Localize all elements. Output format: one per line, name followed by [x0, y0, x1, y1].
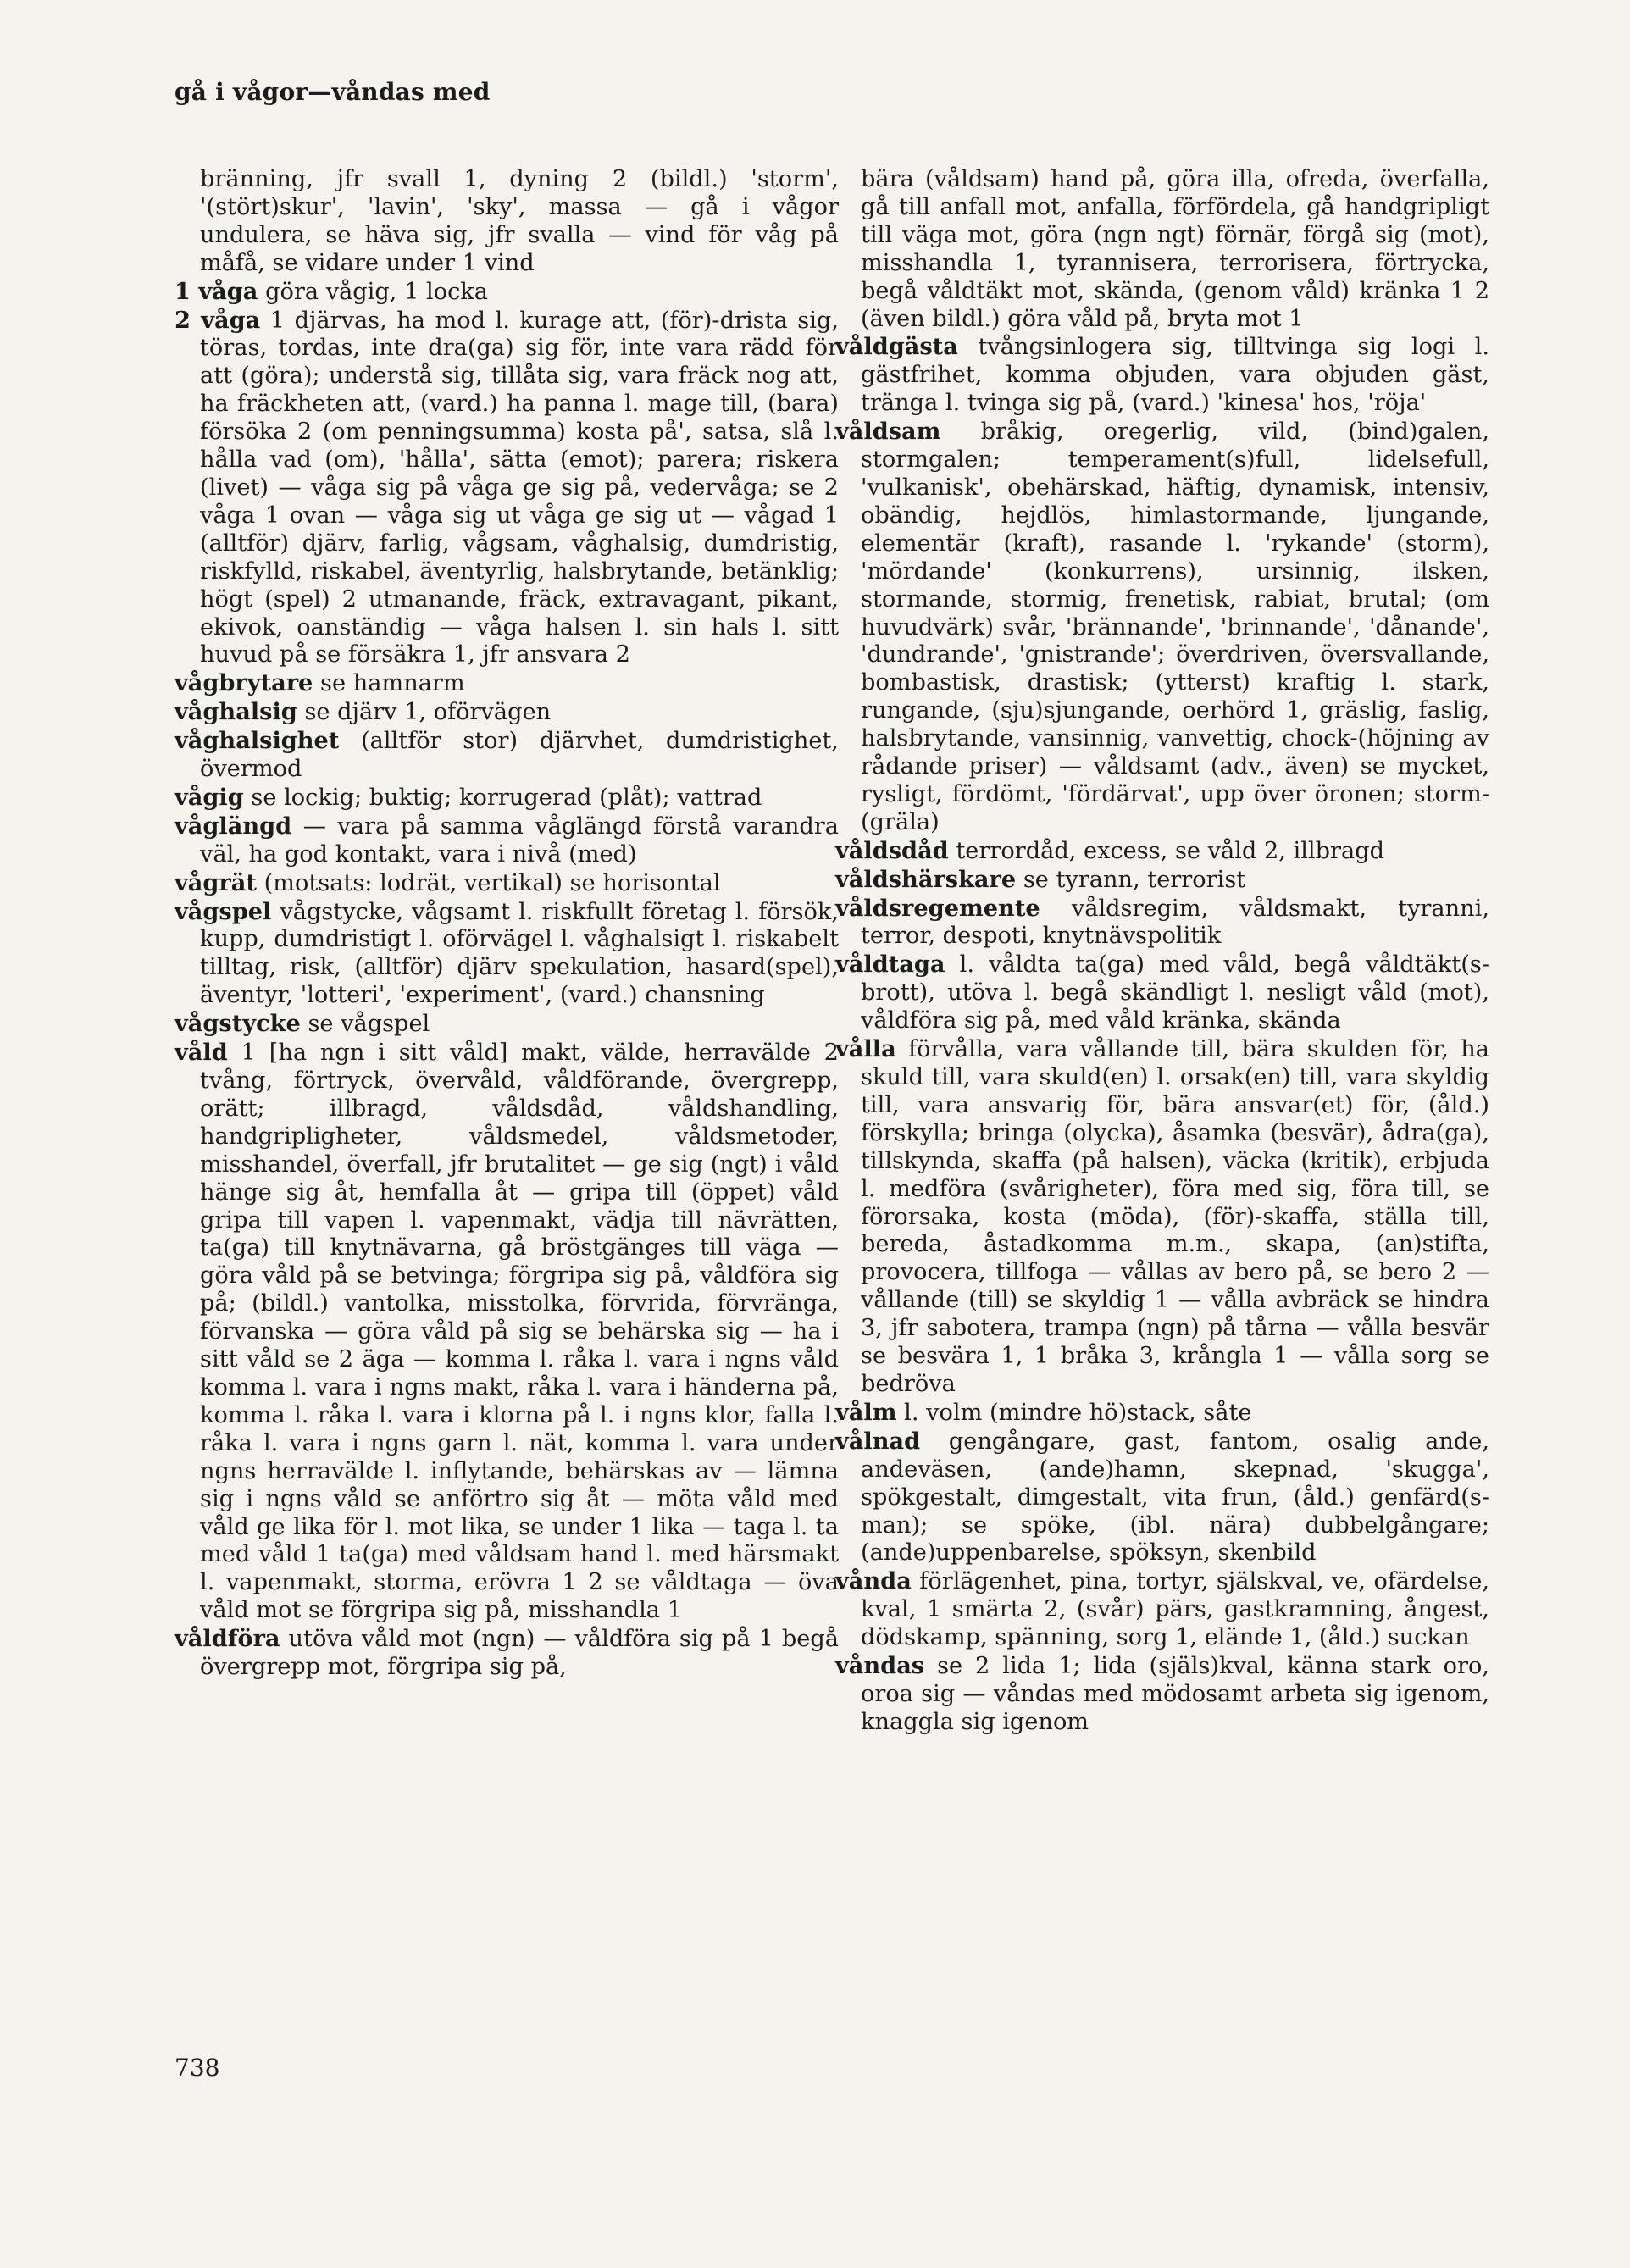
- entry-headword: vånda: [835, 1567, 912, 1595]
- entry-headword: våldgästa: [835, 333, 958, 361]
- entry-text: gengångare, gast, fantom, osalig ande, andeväsen, (ande)hamn, skepnad, 'skugga', spökgestalt, dimgestalt, vita frun, (åld.) genfärd(s-man); se spöke, (ibl. nära) dubbelgångare; (ande)uppenbarelse, spöksyn, skenbild: [861, 1428, 1489, 1567]
- dictionary-entry: [835, 418, 1489, 837]
- entry-headword: våghalsig: [175, 698, 297, 726]
- dictionary-entry: [175, 698, 839, 727]
- dictionary-entry: [175, 1010, 839, 1039]
- entry-text: l. våldta ta(ga) med våld, begå våldtäkt(s-brott), utöva l. begå skändligt l. nesligt våld (mot), våldföra sig på, med våld kränka, skända: [861, 951, 1489, 1034]
- dictionary-entry: [175, 166, 839, 278]
- entry-headword: vågstycke: [175, 1010, 301, 1038]
- entry-headword: våldsdåd: [835, 836, 949, 864]
- entry-headword: vågbrytare: [175, 669, 313, 697]
- dictionary-entry: [835, 333, 1489, 418]
- entry-headword: våglängd: [175, 812, 292, 840]
- entry-headword: våldshärskare: [835, 865, 1017, 893]
- dictionary-entry: [835, 1567, 1489, 1652]
- dictionary-entry: [175, 898, 839, 1011]
- entry-text: göra vågig, 1 locka: [265, 278, 488, 305]
- entry-text: vågstycke, vågsamt l. riskfullt företag l. försök, kupp, dumdristigt l. oförvägel l. våghalsigt l. riskabelt tilltag, risk, (alltför) djärv spekulation, hasard(spel), äventyr, 'lotteri', 'experiment', (vard.) chansning: [200, 898, 839, 1009]
- entry-headword: vålm: [835, 1398, 897, 1426]
- dictionary-entry: [835, 1399, 1489, 1428]
- dictionary-entry: [175, 1039, 839, 1625]
- dictionary-entry: [175, 669, 839, 698]
- entry-headword: våldföra: [175, 1625, 280, 1653]
- entry-headword: våndas: [835, 1652, 925, 1680]
- entry-text: utöva våld mot (ngn) — våldföra sig på 1 begå övergrepp mot, förgripa sig på,: [200, 1626, 839, 1681]
- entry-text: tvångsinlogera sig, tilltvinga sig logi l. gästfrihet, komma objuden, vara objuden gäst, tränga l. tvinga sig på, (vard.) 'kinesa' hos, 'röja': [861, 334, 1489, 417]
- dictionary-entry: [175, 727, 839, 784]
- entry-text: — vara på samma våglängd förstå varandra väl, ha god kontakt, vara i nivå (med): [200, 812, 839, 868]
- entry-text: förvålla, vara vållande till, bära skulden för, ha skuld till, vara skuld(en) l. orsak(en) till, vara skyldig till, vara ansvarig för, bära ansvar(et) för, (åld.) förskylla; bringa (olycka), åsamka (besvär), ådra(ga), tillskynda, skaffa (på halsen), väcka (kritik), erbjuda l. medföra (svårigheter), föra med sig, föra till, se förorsaka, kosta (möda), (för)-skaffa, ställa till, bereda, åstadkomma m.m., skapa, (an)stifta, provocera, tillfoga — vållas av bero på, se bero 2 — vållande (till) se skyldig 1 — vålla avbräck se hindra 3, jfr sabotera, trampa (ngn) på tårna — vålla besvär se besvära 1, 1 bråka 3, krångla 1 — vålla sorg se bedröva: [861, 1036, 1489, 1397]
- entry-text: se hamnarm: [320, 670, 465, 697]
- right-column: [835, 166, 1489, 1737]
- dictionary-entry: [835, 1428, 1489, 1568]
- entry-headword: våldsam: [835, 418, 941, 446]
- entry-text: 1 djärvas, ha mod l. kurage att, (för)-drista sig, töras, tordas, inte dra(ga) sig för, inte vara rädd för att (göra); understå sig, tillåta sig, vara fräck nog att, ha fräckheten att, (vard.) ha panna l. mage till, (bara) försöka 2 (om penningsumma) kosta på', satsa, slå l. hålla vad (om), 'hålla', sätta (emot); parera; riskera (livet) — våga sig på våga ge sig på, vedervåga; se 2 våga 1 ovan — våga sig ut våga ge sig ut — vågad 1 (alltför) djärv, farlig, vågsam, våghalsig, dumdristig, riskfylld, riskabel, äventyrlig, halsbrytande, betänklig; högt (spel) 2 utmanande, fräck, extravagant, pikant, ekivok, oanständig — våga halsen l. sin hals l. sitt huvud på se försäkra 1, jfr ansvara 2: [200, 307, 839, 668]
- entry-headword: våldsregemente: [835, 894, 1040, 922]
- entry-headword: 1 våga: [175, 277, 258, 305]
- dictionary-entry: [175, 1625, 839, 1682]
- dictionary-entry: [175, 869, 839, 898]
- left-column: [175, 166, 839, 1682]
- entry-text: se lockig; buktig; korrugerad (plåt); vattrad: [251, 784, 762, 811]
- entry-headword: vågspel: [175, 897, 272, 925]
- entry-text: se 2 lida 1; lida (själs)kval, känna stark oro, oroa sig — våndas med mödosamt arbeta sig igenom, knaggla sig igenom: [861, 1653, 1489, 1735]
- entry-headword: våld: [175, 1039, 228, 1067]
- dictionary-entry: [175, 784, 839, 812]
- entry-text: (alltför stor) djärvhet, dumdristighet, övermod: [200, 728, 839, 783]
- dictionary-entry: [835, 951, 1489, 1035]
- dictionary-entry: [175, 812, 839, 869]
- page-number: 738: [175, 2054, 220, 2082]
- entry-text: se djärv 1, oförvägen: [304, 699, 552, 726]
- entry-headword: 2 våga: [175, 306, 261, 334]
- dictionary-entry: [175, 307, 839, 670]
- entry-text: bråkig, oregerlig, vild, (bind)galen, stormgalen; temperament(s)full, lidelsefull, 'vulkanisk', obehärskad, häftig, dynamisk, intensiv, obändig, hejdlös, himlastormande, ljungande, elementär (kraft), rasande l. 'rykande' (storm), 'mördande' (konkurrens), ursinnig, ilsken, stormande, stormig, frenetisk, rabiat, brutal; (om huvudvärk) svår, 'brännande', 'brinnande', 'dånande', 'dundrande', 'gnistrande'; överdriven, översvallande, bombastisk, drastisk; (ytterst) kraftig l. stark, rungande, (sju)sjungande, oerhörd 1, gräslig, faslig, halsbrytande, vansinnig, vanvettig, chock-(höjning av rådande priser) — våldsamt (adv., även) se mycket, rysligt, fördömt, 'fördärvat', upp över öronen; storm-(gräla): [861, 419, 1489, 835]
- dictionary-entry: [175, 278, 839, 307]
- entry-headword: våldtaga: [835, 951, 945, 979]
- dictionary-entry: [835, 166, 1489, 333]
- dictionary-entry: [835, 1035, 1489, 1399]
- dictionary-entry: [835, 866, 1489, 895]
- entry-text: l. volm (mindre hö)stack, såte: [904, 1399, 1252, 1426]
- entry-headword: vålla: [835, 1035, 896, 1063]
- running-head: gå i vågor—våndas med: [175, 78, 491, 106]
- entry-headword: våghalsighet: [175, 727, 340, 755]
- entry-text: terrordåd, excess, se våld 2, illbragd: [956, 837, 1385, 864]
- entry-headword: vålnad: [835, 1427, 921, 1455]
- dictionary-entry: [835, 1652, 1489, 1737]
- entry-headword: vågig: [175, 783, 244, 811]
- entry-text: se tyrann, terrorist: [1023, 866, 1246, 893]
- dictionary-entry: [835, 895, 1489, 951]
- entry-text: bränning, jfr svall 1, dyning 2 (bildl.) 'storm', '(stört)skur', 'lavin', 'sky', massa — gå i vågor undulera, se häva sig, jfr svalla — vind för våg på måfå, se vidare under 1 vind: [200, 166, 839, 276]
- entry-headword: vågrät: [175, 868, 257, 896]
- entry-text: se vågspel: [308, 1011, 430, 1038]
- entry-text: (motsats: lodrät, vertikal) se horisontal: [263, 869, 721, 896]
- entry-text: våldsregim, våldsmakt, tyranni, terror, despoti, knytnävspolitik: [861, 895, 1489, 950]
- dictionary-entry: [835, 837, 1489, 866]
- entry-text: 1 [ha ngn i sitt våld] makt, välde, herravälde 2 tvång, förtryck, övervåld, våldförande, övergrepp, orätt; illbragd, våldsdåd, våldshandling, handgripligheter, våldsmedel, våldsmetoder, misshandel, överfall, jfr brutalitet — ge sig (ngt) i våld hänge sig åt, hemfalla åt — gripa till (öppet) våld gripa till vapen l. vapenmakt, vädja till nävrätten, ta(ga) till knytnävarna, gå bröstgänges till väga — göra våld på se betvinga; förgripa sig på, våldföra sig på; (bildl.) vantolka, misstolka, förvrida, förvränga, förvanska — göra våld på sig se behärska sig — ha i sitt våld se 2 äga — komma l. råka l. vara i ngns våld komma l. vara i ngns makt, råka l. vara i händerna på, komma l. råka l. vara i klorna på l. i ngns klor, falla l. råka l. vara i ngns garn l. nät, komma l. vara under ngns herravälde l. inflytande, behärskas av — lämna sig i ngns våld se anförtro sig åt — möta våld med våld ge lika för l. mot lika, se under 1 lika — taga l. ta med våld 1 ta(ga) med våldsam hand l. med härsmakt l. vapenmakt, storma, erövra 1 2 se våldtaga — öva våld mot se förgripa sig på, misshandla 1: [200, 1040, 839, 1624]
- entry-text: bära (våldsam) hand på, göra illa, ofreda, överfalla, gå till anfall mot, anfalla, förfördela, gå handgripligt till väga mot, göra (ngn ngt) förnär, förgå sig (mot), misshandla 1, tyrannisera, terrorisera, förtrycka, begå våldtäkt mot, skända, (genom våld) kränka 1 2 (även bildl.) göra våld på, bryta mot 1: [861, 166, 1489, 332]
- entry-text: förlägenhet, pina, tortyr, själskval, ve, ofärdelse, kval, 1 smärta 2, (svår) pärs, gastkramning, ångest, dödskamp, spänning, sorg 1, elände 1, (åld.) suckan: [861, 1568, 1489, 1651]
